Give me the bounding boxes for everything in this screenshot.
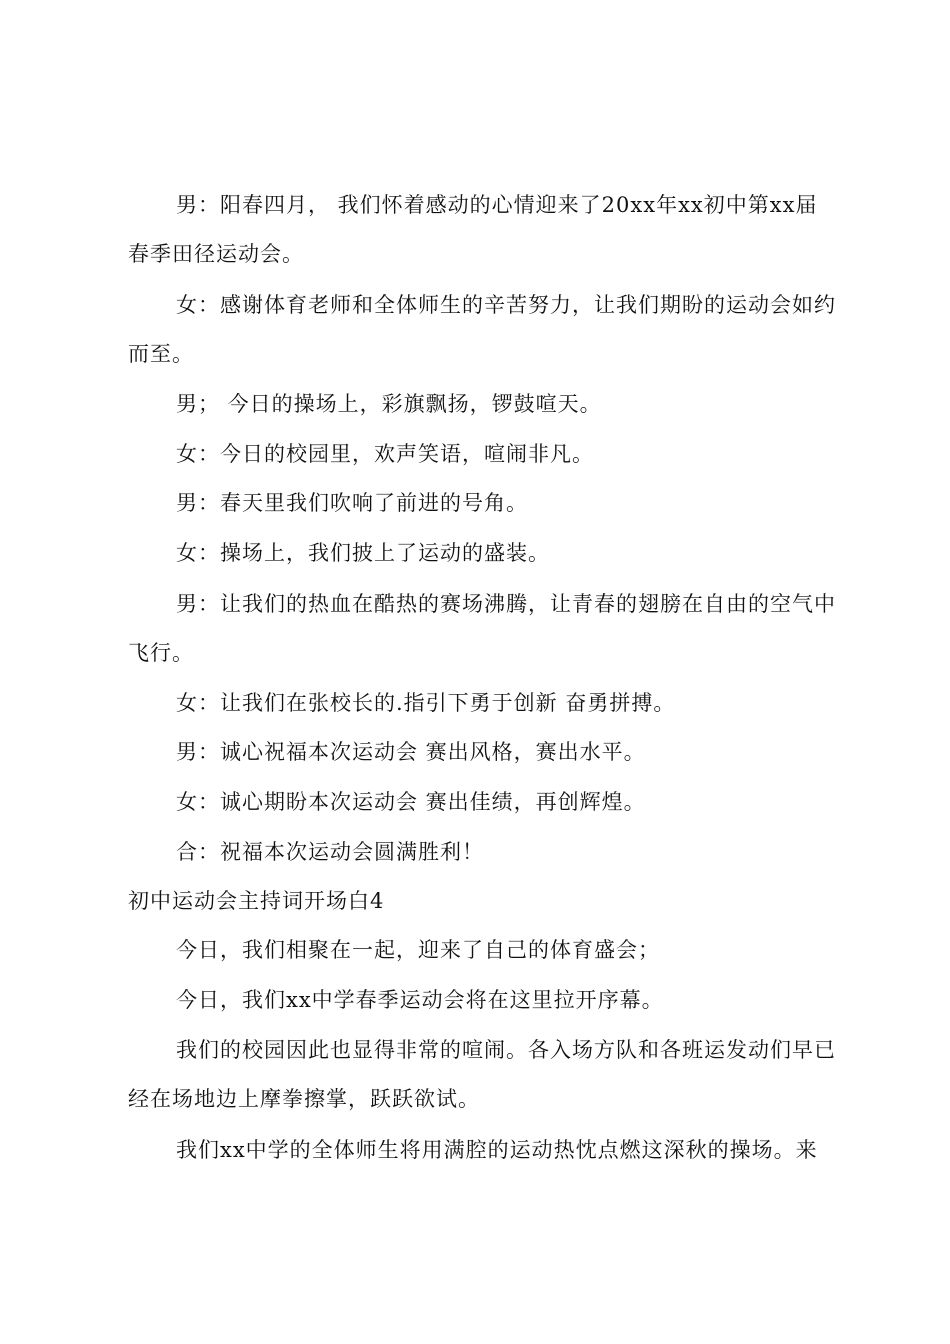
paragraph-gathering: 今日，我们相聚在一起，迎来了自己的体育盛会； <box>176 938 660 962</box>
section-heading: 初中运动会主持词开场白4 <box>128 889 385 913</box>
paragraph-together: 合：祝福本次运动会圆满胜利！ <box>176 840 484 864</box>
paragraph-sportswear: 女：操场上，我们披上了运动的盛装。 <box>176 541 550 565</box>
paragraph-spring: 男：春天里我们吹响了前进的号角。 <box>176 491 528 515</box>
paragraph-opening-ceremony: 今日，我们xx中学春季运动会将在这里拉开序幕。 <box>176 988 664 1012</box>
paragraph-guidance: 女：让我们在张校长的.指引下勇于创新 奋勇拼搏。 <box>176 691 676 715</box>
paragraph-thanks: 女：感谢体育老师和全体师生的辛苦努力，让我们期盼的运动会如约而至。 <box>128 293 836 366</box>
paragraph-playground: 男； 今日的操场上，彩旗飘扬，锣鼓喧天。 <box>176 392 602 416</box>
paragraph-opening: 男：阳春四月， 我们怀着感动的心情迎来了20xx年xx初中第xx届春季田径运动会。 <box>128 193 818 266</box>
paragraph-campus: 女：今日的校园里，欢声笑语，喧闹非凡。 <box>176 442 594 466</box>
paragraph-hope: 女：诚心期盼本次运动会 赛出佳绩，再创辉煌。 <box>176 790 646 814</box>
paragraph-campus-lively: 我们的校园因此也显得非常的喧闹。各入场方队和各班运发动们早已经在场地边上摩拳擦掌，跃跃欲试。 <box>128 1038 836 1111</box>
paragraph-enthusiasm: 我们xx中学的全体师生将用满腔的运动热忱点燃这深秋的操场。来 <box>176 1138 818 1162</box>
paragraph-passion: 男：让我们的热血在酷热的赛场沸腾，让青春的翅膀在自由的空气中飞行。 <box>128 592 836 665</box>
paragraph-blessing: 男：诚心祝福本次运动会 赛出风格，赛出水平。 <box>176 740 646 764</box>
